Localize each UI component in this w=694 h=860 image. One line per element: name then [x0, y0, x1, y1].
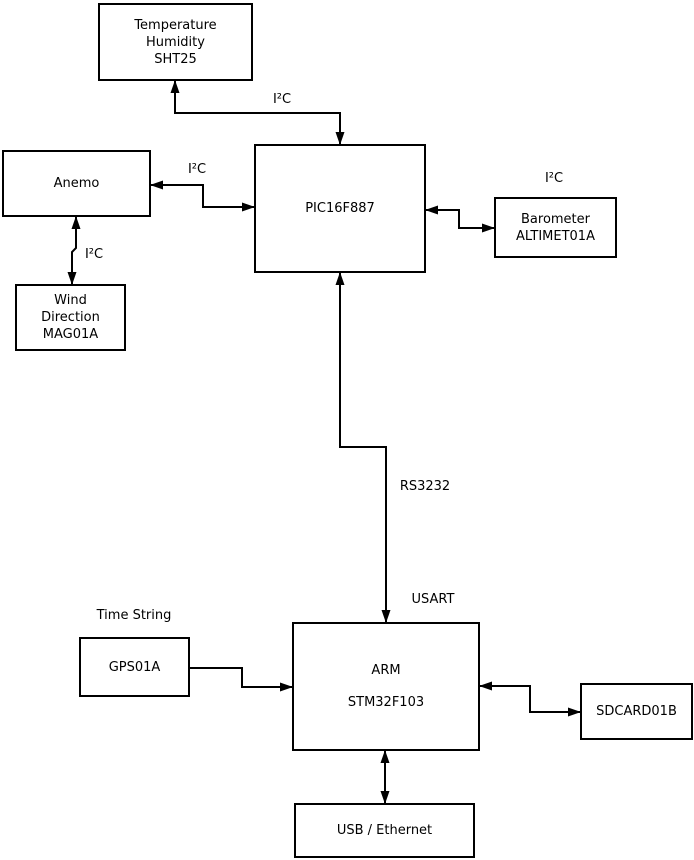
node-label: GPS01A	[108, 659, 161, 675]
edge-label-usart: USART	[411, 592, 455, 607]
edge-arm-to-sdcard	[480, 686, 580, 712]
node-gps01a	[79, 637, 190, 697]
edge-anemo-to-wind-direction	[72, 217, 76, 284]
node-label: USB / Ethernet	[336, 823, 433, 838]
node-label: PIC16F887	[305, 201, 375, 216]
edge-pic-to-arm-rs3232	[340, 273, 386, 622]
node-pic16f887	[254, 144, 426, 273]
node-label: Direction	[41, 310, 100, 325]
edge-label-i2c-sht25: I²C	[272, 92, 292, 107]
node-label: Anemo	[53, 176, 100, 191]
node-usb-ethernet	[294, 803, 475, 858]
node-arm-stm32f103	[292, 622, 480, 751]
edge-gps-to-arm	[190, 668, 292, 687]
node-label: SDCARD01B	[596, 704, 677, 719]
edge-label-i2c-wind-direction: I²C	[84, 247, 104, 262]
node-label: MAG01A	[42, 327, 99, 342]
node-temperature-humidity-sht25	[98, 3, 253, 81]
node-anemo	[2, 150, 151, 217]
edge-pic-to-anemo	[151, 185, 254, 207]
node-label: SHT25	[154, 51, 197, 67]
node-label: Humidity	[146, 34, 205, 50]
node-label: Barometer	[521, 211, 590, 227]
edge-label-i2c-barometer: I²C	[544, 171, 564, 186]
edge-label-time-string: Time String	[96, 608, 172, 623]
node-label: Temperature	[134, 17, 217, 33]
edge-pic-to-barometer	[426, 210, 494, 228]
node-label: Wind	[54, 293, 87, 308]
node-label: ARM	[371, 663, 401, 678]
edge-label-i2c-anemo: I²C	[187, 162, 207, 177]
edge-label-rs3232: RS3232	[399, 479, 451, 494]
edge-pic-to-sht25	[175, 81, 340, 144]
node-label: ALTIMET01A	[516, 228, 595, 244]
node-barometer-altimet01a	[494, 197, 617, 258]
node-label: STM32F103	[347, 695, 425, 710]
node-wind-direction-mag01a	[15, 284, 126, 351]
node-sdcard01b	[580, 683, 693, 740]
